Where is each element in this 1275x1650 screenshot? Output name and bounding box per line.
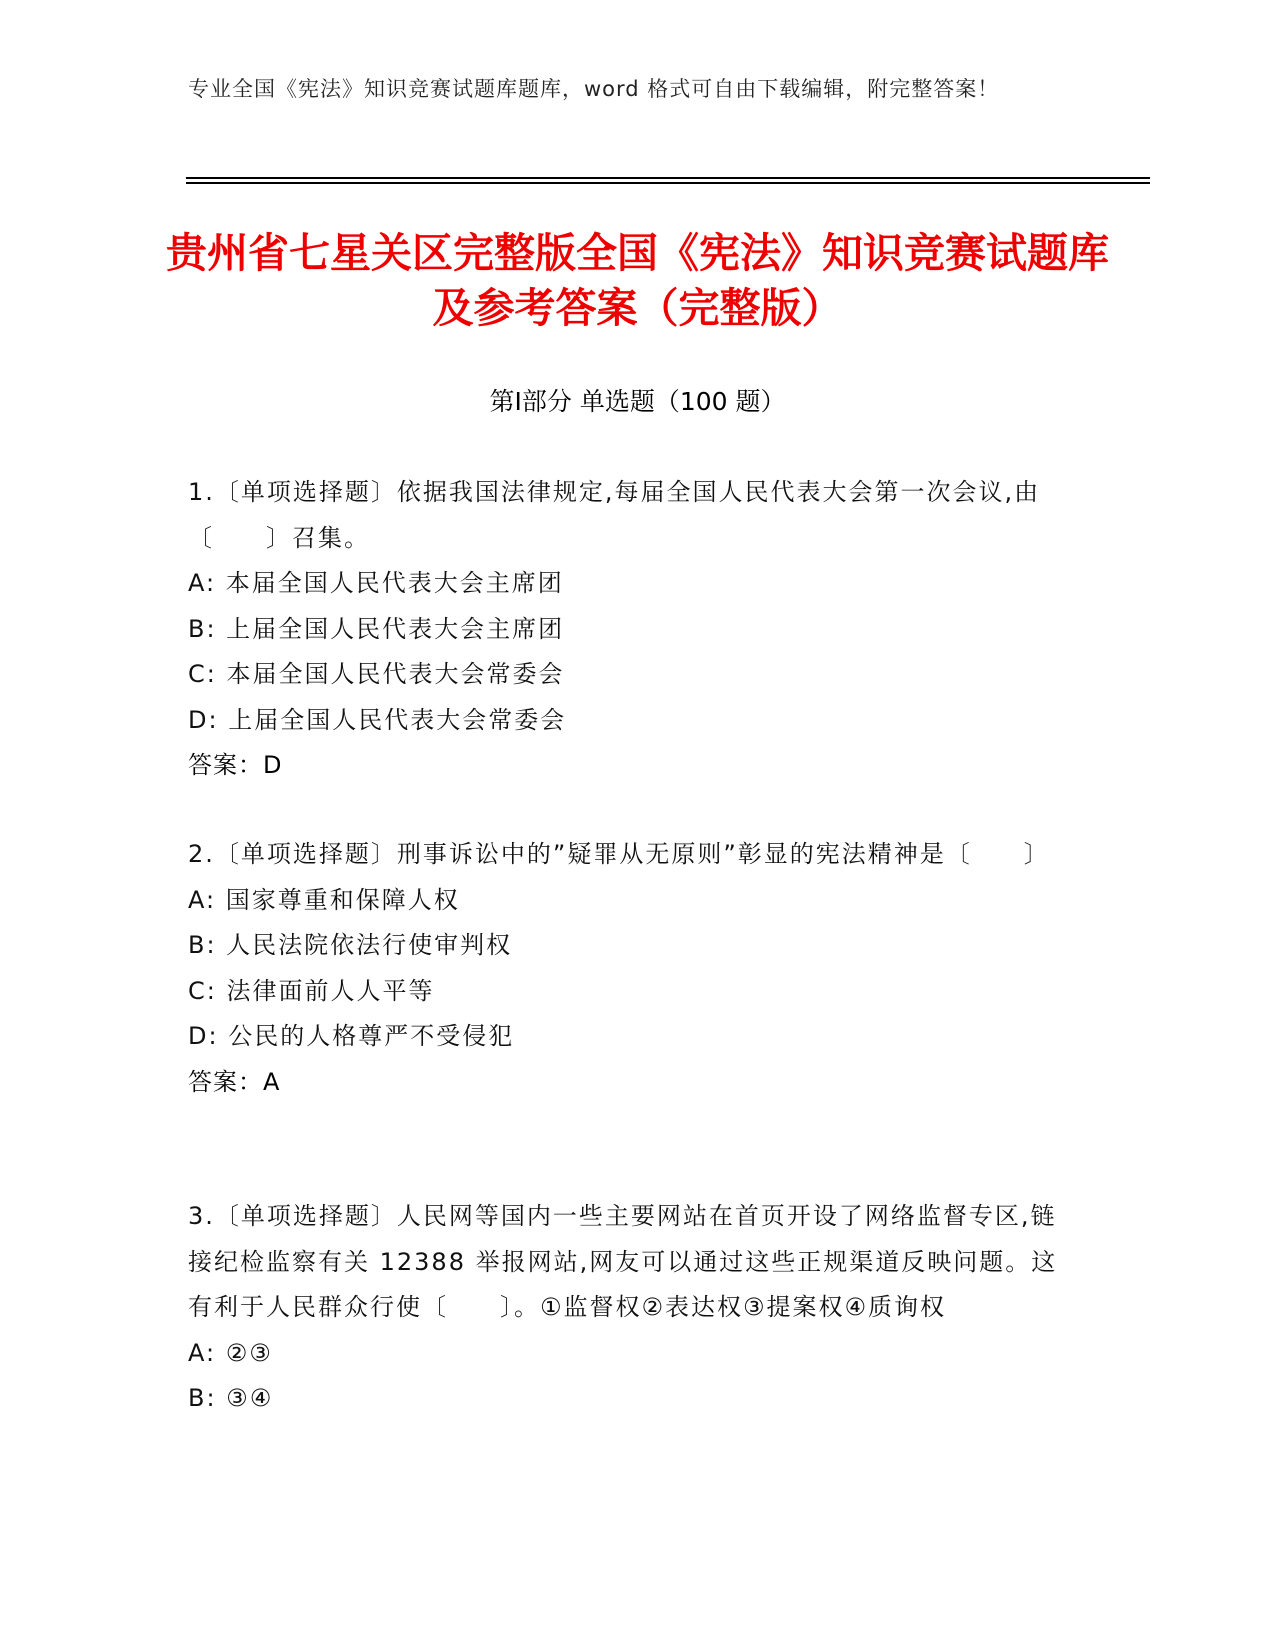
- section-heading: 第Ⅰ部分 单选题（100 题）: [489, 387, 786, 416]
- answer: 答案：D: [188, 751, 283, 779]
- question-text: 1.〔单项选择题〕依据我国法律规定,每届全国人民代表大会第一次会议,由〔 〕召集。: [188, 478, 1041, 552]
- question-text: 2.〔单项选择题〕刑事诉讼中的”疑罪从无原则”彰显的宪法精神是〔 〕: [188, 840, 1050, 868]
- question-text: 3.〔单项选择题〕人民网等国内一些主要网站在首页开设了网络监督专区,链接纪检监察有关 12388 举报网站,网友可以通过这些正规渠道反映问题。这有利于人民群众行使〔 〕。①监督权②表达权③提案权④质询权: [188, 1202, 1058, 1321]
- header-note: 专业全国《宪法》知识竞赛试题库题库，word 格式可自由下载编辑，附完整答案！: [188, 77, 1000, 101]
- option-b: B: 人民法院依法行使审判权: [188, 931, 513, 959]
- question-2: [188, 832, 1078, 1105]
- option-a: A: ②③: [188, 1338, 273, 1367]
- header-rule-top: [186, 177, 1150, 179]
- answer: 答案：A: [188, 1067, 281, 1096]
- option-a: A: 国家尊重和保障人权: [188, 885, 460, 914]
- option-a: A: 本届全国人民代表大会主席团: [188, 569, 564, 597]
- header-rule-bottom: [186, 182, 1150, 184]
- option-d: D: 公民的人格尊严不受侵犯: [188, 1022, 515, 1050]
- option-c: C: 法律面前人人平等: [188, 976, 435, 1005]
- option-c: C: 本届全国人民代表大会常委会: [188, 660, 565, 688]
- document-title: 贵州省七星关区完整版全国《宪法》知识竞赛试题库及参考答案（完整版）: [166, 229, 1109, 332]
- question-3: [188, 1194, 1078, 1422]
- question-1: [188, 470, 1078, 789]
- option-b: B: 上届全国人民代表大会主席团: [188, 614, 565, 643]
- option-b: B: ③④: [188, 1384, 274, 1412]
- option-d: D: 上届全国人民代表大会常委会: [188, 705, 567, 734]
